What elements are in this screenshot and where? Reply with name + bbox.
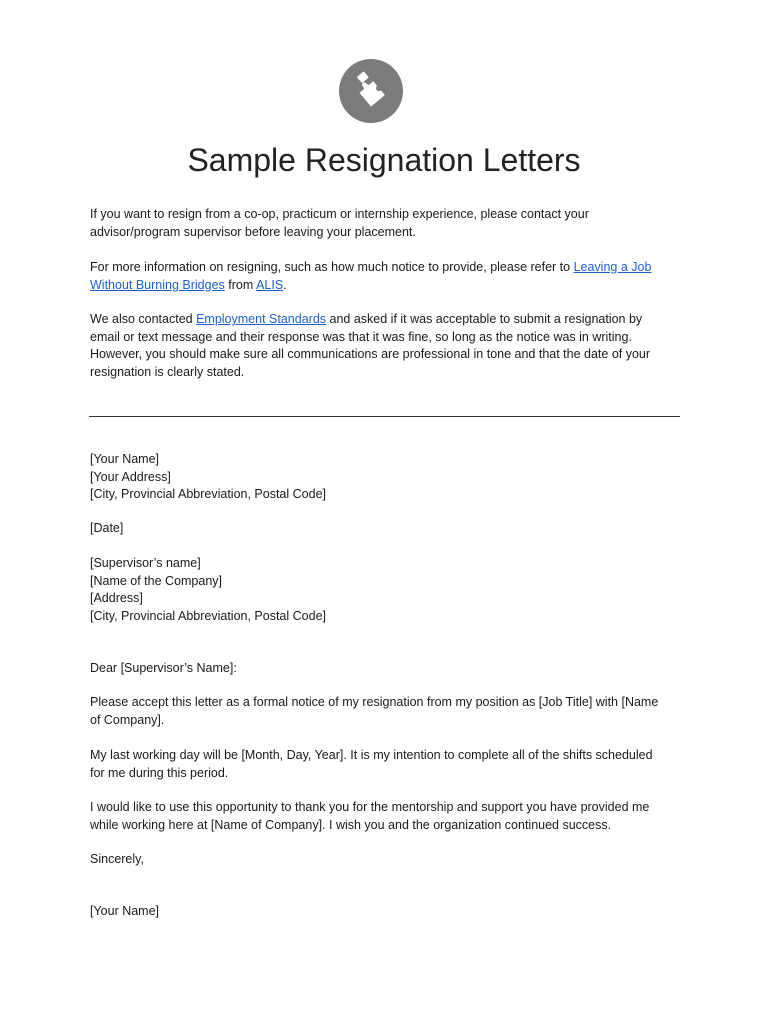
- recipient-address-block: [90, 555, 690, 625]
- signature: [90, 903, 690, 921]
- intro-paragraph-1: [90, 206, 690, 241]
- leaving-a-job-link[interactable]: Leaving a Job: [573, 260, 652, 274]
- sender-address-block: [90, 451, 690, 504]
- text-segment: from: [224, 277, 257, 292]
- intro-paragraph-3: [90, 311, 690, 381]
- page-title: Sample Resignation Letters: [187, 142, 581, 178]
- sender-name: [Your Name]: [90, 452, 160, 466]
- sender-address: [Your Address]: [90, 469, 171, 484]
- salutation: [90, 660, 690, 678]
- logo: [339, 59, 403, 123]
- closing: [90, 851, 690, 869]
- text-segment: For more information on resigning, such as how much notice to provide, please refer to: [90, 260, 574, 274]
- text-line: while working here at [Name of Company]. I wish you and the organization continued success.: [90, 817, 612, 832]
- text-segment: We also contacted: [90, 312, 197, 326]
- recipient-company: [Name of the Company]: [90, 573, 223, 588]
- text-line: resignation is clearly stated.: [90, 364, 245, 379]
- text-line: email or text message and their response was that it was fine, so long as the notice was in writing.: [90, 329, 632, 344]
- section-divider: [89, 416, 680, 417]
- sender-city: [City, Provincial Abbreviation, Postal Code]: [90, 487, 326, 501]
- text-line: If you want to resign from a co-op, practicum or internship experience, please contact your: [90, 207, 589, 221]
- text-line: My last working day will be [Month, Day, Year]. It is my intention to complete all of the shifts scheduled: [90, 748, 653, 762]
- date-placeholder: [Date]: [90, 521, 124, 535]
- letter-body-paragraph-2: [90, 747, 690, 782]
- text-line: of Company].: [90, 712, 165, 727]
- text-line: advisor/program supervisor before leaving your placement.: [90, 224, 416, 239]
- text-segment: .: [283, 277, 287, 292]
- leaving-a-job-link-continued[interactable]: Without Burning Bridges: [90, 277, 225, 292]
- text-line: However, you should make sure all communications are professional in tone and that the date of your: [90, 347, 651, 361]
- text-line: [90, 277, 690, 295]
- closing-text: Sincerely,: [90, 852, 144, 866]
- puzzle-pieces-icon: [351, 71, 391, 111]
- letter-body-paragraph-1: [90, 694, 690, 729]
- text-line: [90, 311, 690, 329]
- intro-paragraph-2: [90, 259, 690, 294]
- recipient-name: [Supervisor’s name]: [90, 556, 201, 570]
- recipient-address: [Address]: [90, 591, 143, 605]
- text-line: I would like to use this opportunity to thank you for the mentorship and support you have provided me: [90, 800, 650, 814]
- salutation-text: Dear [Supervisor’s Name]:: [90, 661, 237, 675]
- employment-standards-link[interactable]: Employment Standards: [196, 312, 327, 326]
- signature-name: [Your Name]: [90, 904, 160, 918]
- text-line: for me during this period.: [90, 765, 229, 780]
- text-line: [90, 259, 690, 277]
- letter-date: [90, 520, 690, 538]
- alis-link[interactable]: ALIS: [256, 277, 284, 292]
- text-line: Please accept this letter as a formal notice of my resignation from my position as [Job Title] with [Name: [90, 695, 659, 709]
- letter-body-paragraph-3: [90, 799, 690, 834]
- recipient-city: [City, Provincial Abbreviation, Postal Code]: [90, 608, 326, 623]
- text-segment: and asked if it was acceptable to submit a resignation by: [326, 312, 643, 326]
